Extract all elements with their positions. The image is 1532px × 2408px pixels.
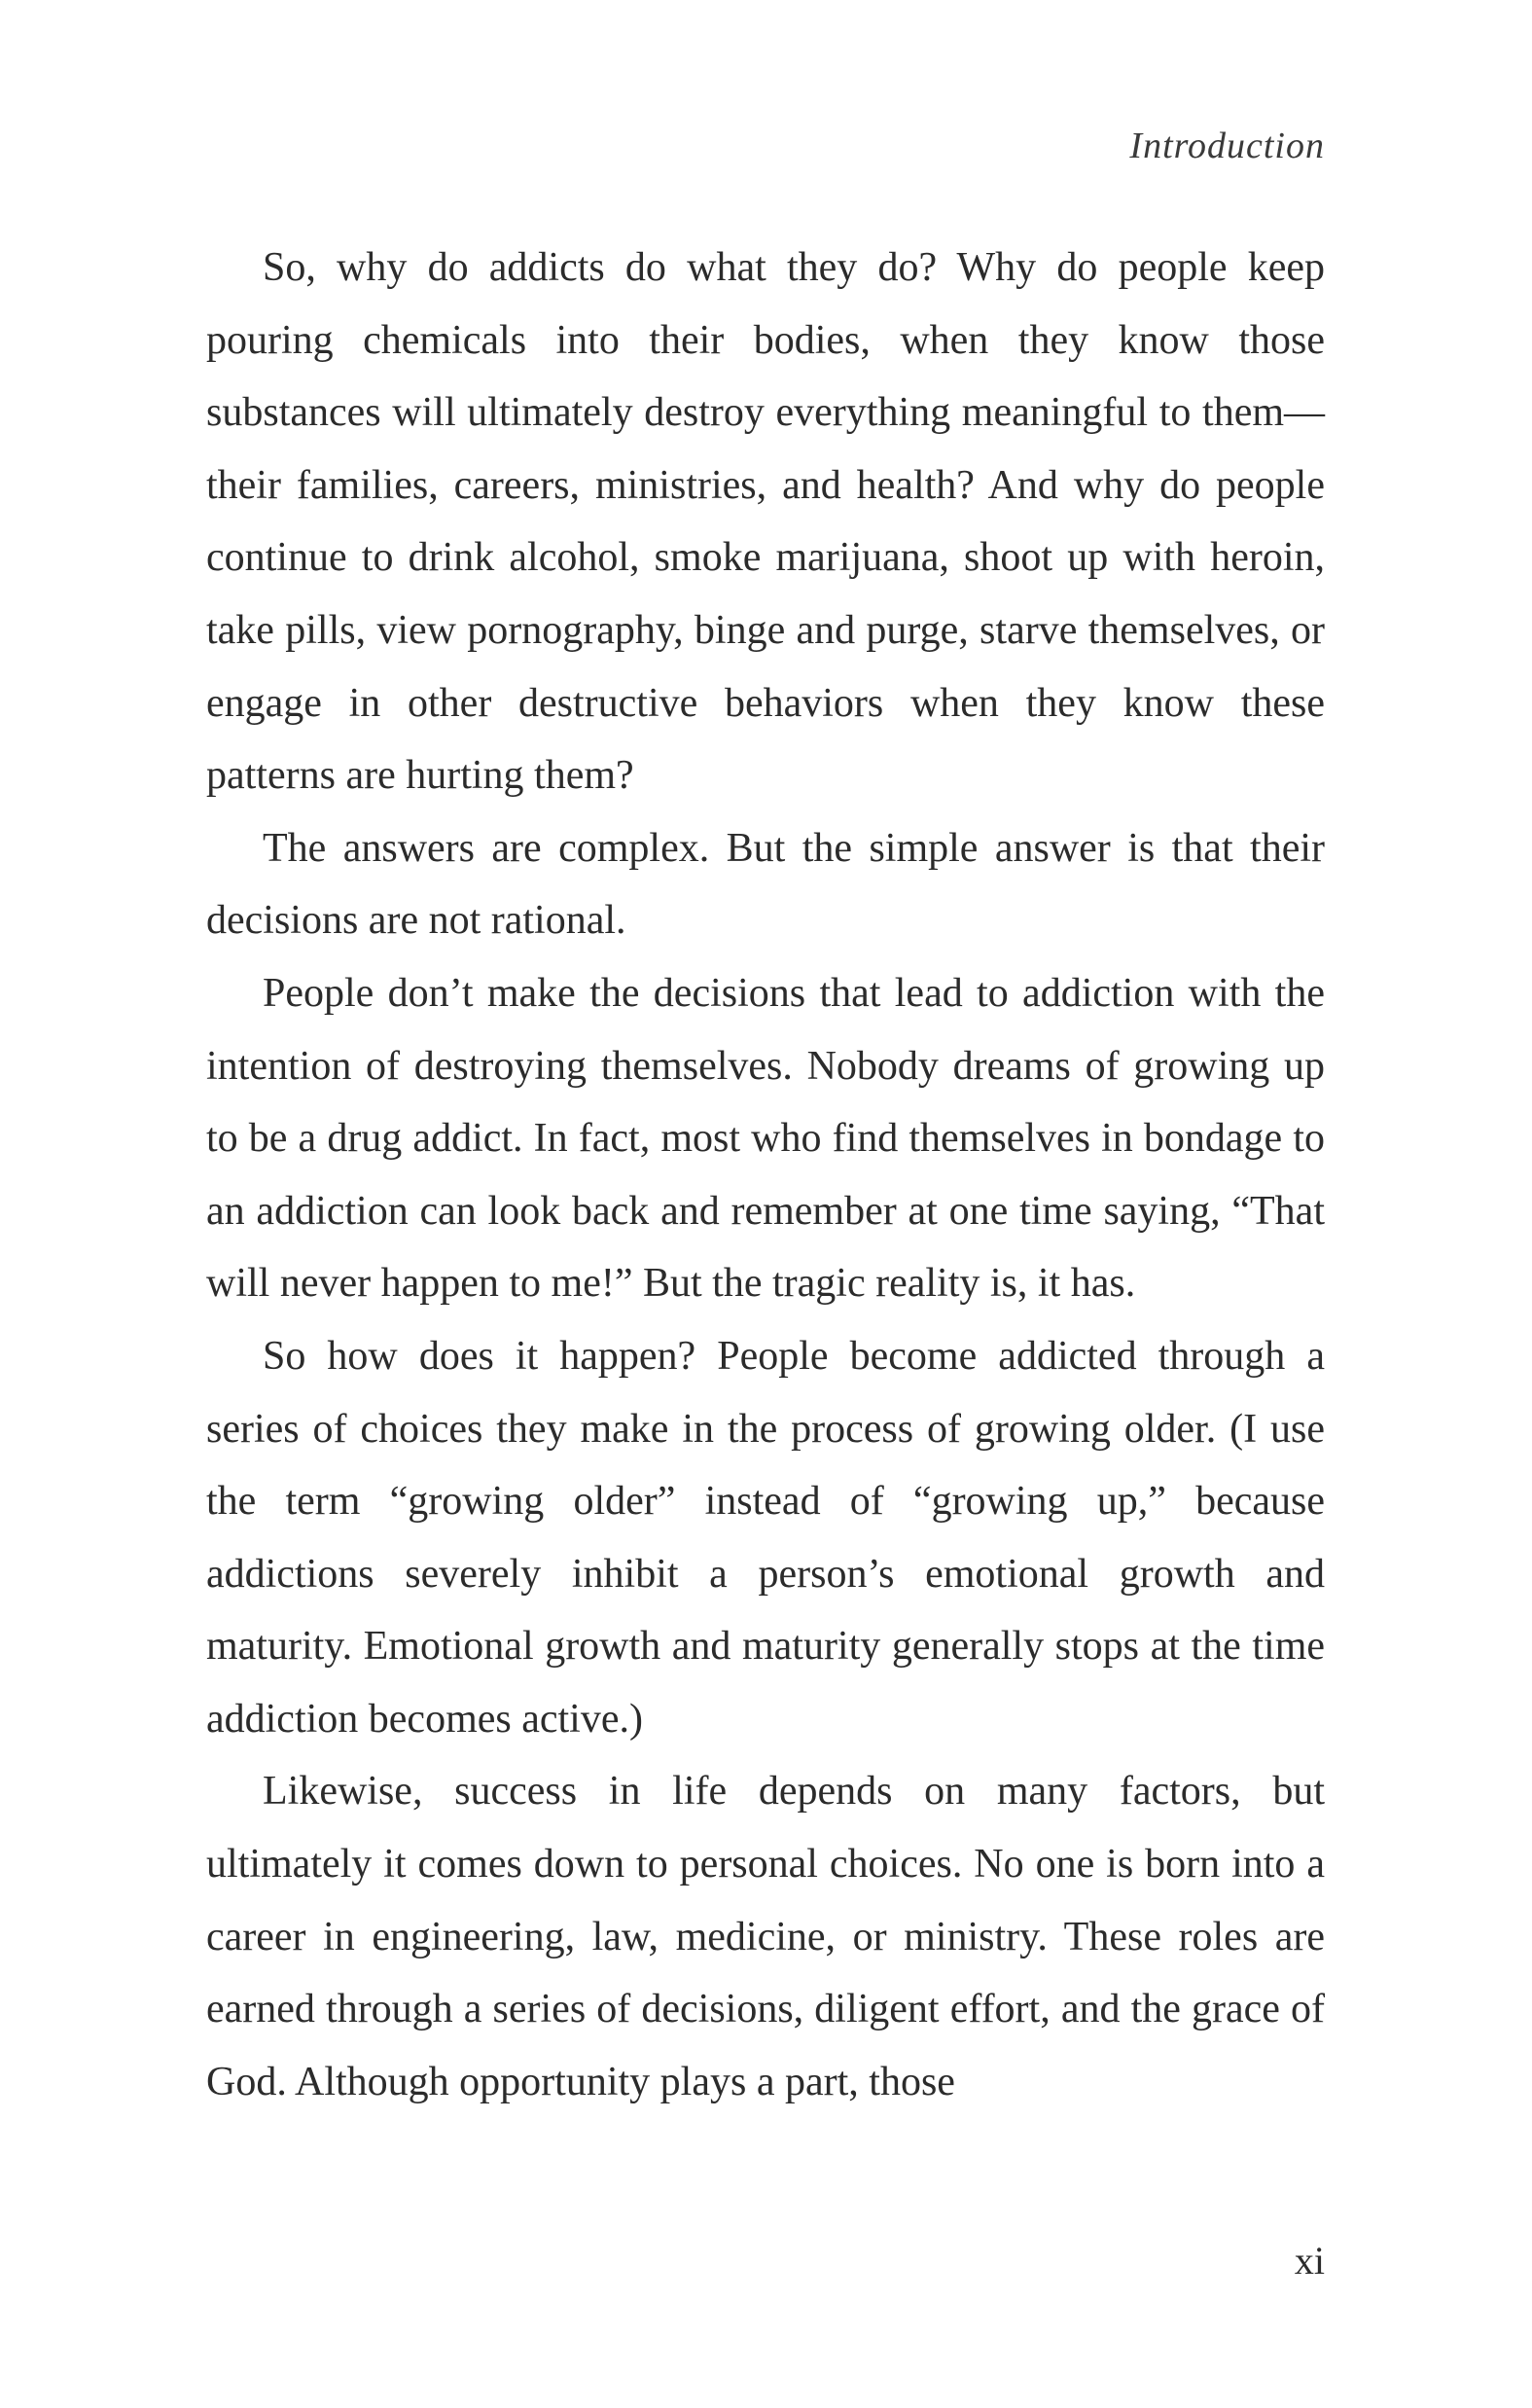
paragraph: People don’t make the decisions that lead to addiction with the intention of destroying themselves. Nobody dreams of growing up to be a drug addict. In fact, most who find themselves in bondage to an addiction can look back and remember at one time saying, “That will never happen to me!” But the tragic reality is, it has. [206,970,1325,1307]
page-number: xi [1294,2239,1325,2282]
paragraph: Likewise, success in life depends on many factors, but ultimately it comes down to personal choices. No one is born into a career in engineering, law, medicine, or ministry. These roles are earned through a series of decisions, diligent effort, and the grace of God. Although opportunity plays a part, those [206,1769,1325,2104]
running-head: Introduction [1129,126,1325,166]
paragraph: So, why do addicts do what they do? Why do people keep pouring chemicals into their bodies, when they know those substances will ultimately destroy everything meaningful to them—their families, careers, ministries, and health? And why do people continue to drink alcohol, smoke marijuana, shoot up with heroin, take pills, view pornography, binge and purge, starve themselves, or engage in other destructive behaviors when they know these patterns are hurting them? [206,245,1325,799]
paragraph: The answers are complex. But the simple answer is that their decisions are not rational. [206,825,1325,944]
body-text [206,232,1325,2118]
paragraph: So how does it happen? People become addicted through a series of choices they make in the process of growing older. (I use the term “growing older” instead of “growing up,” because addictions severely inhibit a person’s emotional growth and maturity. Emotional growth and maturity generally stops at the time addiction becomes active.) [206,1333,1325,1742]
